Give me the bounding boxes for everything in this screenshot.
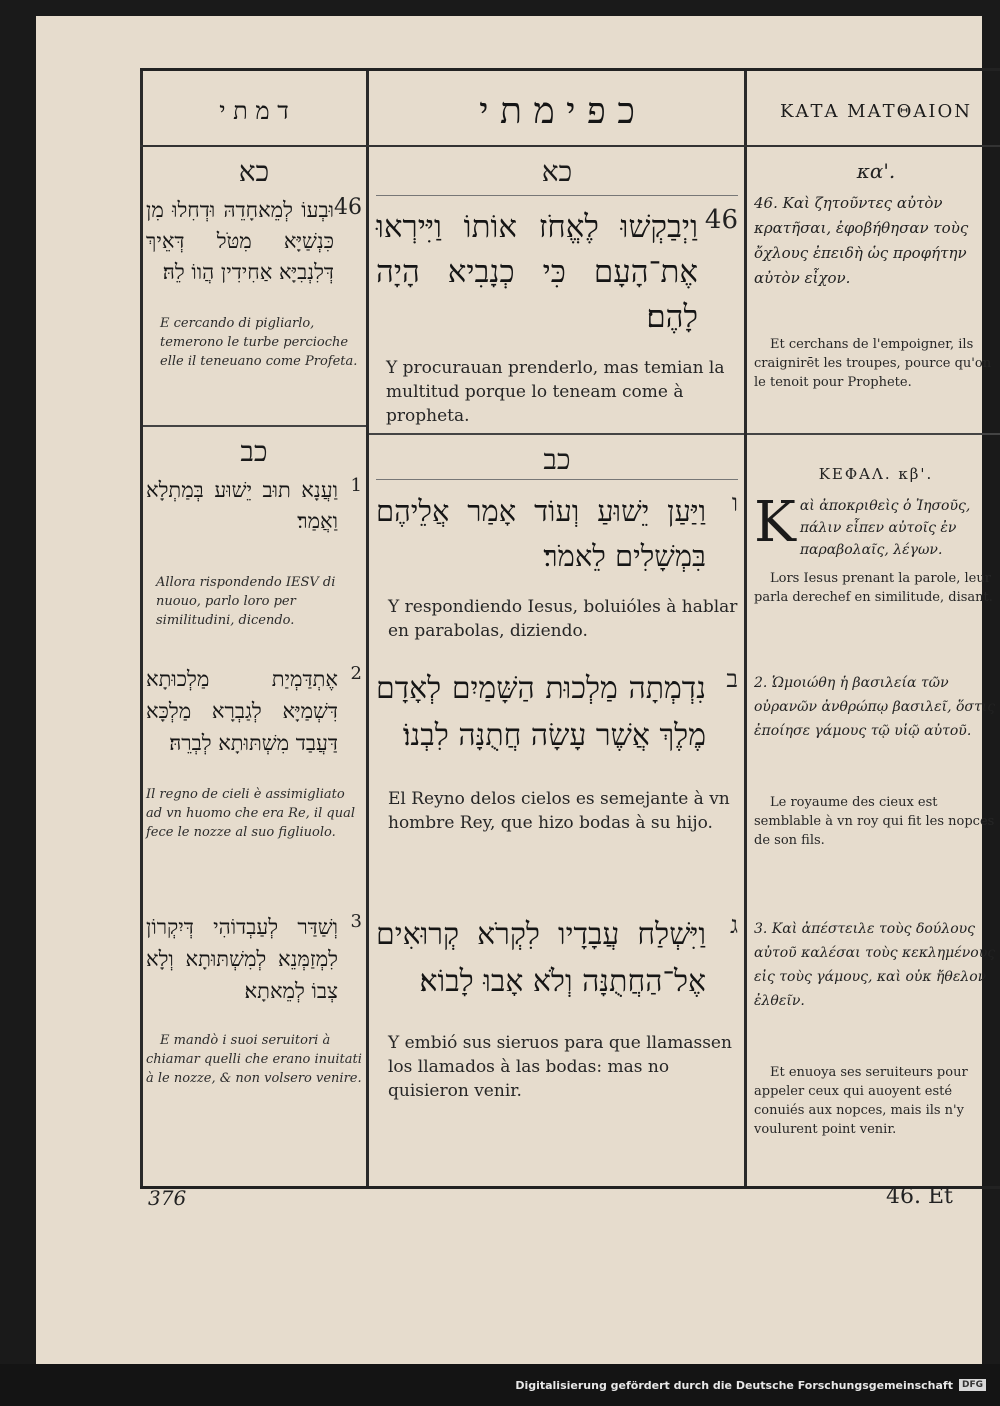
header-center: כ פ י מ ת י: [479, 91, 635, 132]
center-col-sec1: [376, 155, 738, 428]
column-rule-1: [366, 71, 369, 1186]
verse-spanish: Y respondiendo Iesus, boluióles à hablar en parabolas, diziendo.: [388, 597, 738, 641]
text-frame: [140, 68, 1000, 1189]
column-rule-left: [140, 71, 143, 1186]
verse-hebrew: וַיִּשְׁלַח עֲבָדָיו לִקְרֹא קְרוּאִים אֶל־הַחֲתֻנָּה וְלֹא אָבוּ לָבוֹא׃: [376, 917, 706, 999]
chapter-number: כב: [543, 443, 571, 476]
page-number: 376: [148, 1186, 187, 1210]
left-col-v2: [146, 663, 362, 842]
verse-number: 46: [704, 205, 738, 235]
chapter-number: כב: [240, 435, 268, 468]
verse-number: 2: [350, 663, 362, 684]
verse-hebrew: וַיְבַקְשׁוּ לֶאֱחֹז אוֹתוֹ וַיִּירְאוּ אֶת־הָעָם כִּי כְנָבִיא הָיָה לָהֶם׃: [376, 209, 698, 335]
footer-credit: Digitalisierung gefördert durch die Deutsche Forschungsgemeinschaft: [515, 1378, 953, 1392]
verse-number: 2.: [754, 675, 768, 691]
verse-hebrew-aramaic: וּבְעוֹ לְמֵאחָדֵהּ וּדְחִלוּ מִן כִּנְשַׁיָּא מִטֹּל דְּאֵיךְ דְּלִנְבִיָּא אַחִידִין הֲווֹ לֵהּ׃: [146, 198, 334, 284]
verse-number: 1: [350, 475, 362, 496]
chapter-number: κα'.: [856, 159, 896, 183]
verse-greek: Καὶ ζητοῦντες αὐτὸν κρατῆσαι, ἐφοβήθησαν τοὺς ὄχλους ἐπειδὴ ὡς προφήτην αὐτὸν εἶχον.: [754, 194, 969, 287]
verse-hebrew-aramaic: אֶתְדַּמְיַת מַלְכוּתָא דִּשְׁמַיָּא לְגַבְרָא מַלְכָּא דַּעֲבַד מִשְׁתּוּתָא לְבְרֵהּ׃: [146, 667, 338, 755]
verse-greek: αὶ ἀποκριθεὶς ὁ Ἰησοῦς, πάλιν εἶπεν αὐτοῖς ἐν παραβολαῖς, λέγων.: [799, 498, 971, 558]
catchword: 46. Et: [886, 1184, 953, 1209]
center-col-v3: [376, 911, 738, 1103]
header-right: ΚΑΤΑ ΜΑΤΘΑΙΟΝ: [780, 100, 972, 122]
verse-number: ב: [726, 665, 738, 693]
verse-number: 46: [334, 195, 362, 220]
right-col-v3: [754, 917, 998, 1139]
footer-bar: [0, 1364, 1000, 1406]
verse-french: Le royaume des cieux est semblable à vn roy qui fit les nopces de son fils.: [754, 795, 995, 848]
center-col-v2: [376, 665, 738, 835]
verse-hebrew: וַיַּעַן יֵשׁוּעַ וְעוֹד אָמַר אֲלֵיהֶם בִּמְשָׁלִים לֵאמֹר׃: [376, 494, 706, 573]
book-page: [36, 16, 996, 1364]
verse-greek: Καὶ ἀπέστειλε τοὺς δούλους αὐτοῦ καλέσαι τοὺς κεκλημένους εἰς τοὺς γάμους, καὶ οὐκ ἤθελον ἐλθεῖν.: [754, 921, 996, 1009]
verse-number: 3.: [754, 921, 768, 937]
verse-number: 46.: [754, 194, 778, 212]
chapter-number: כא: [541, 155, 573, 188]
header-left: ד מ ת י: [219, 96, 289, 125]
section-rule-center: [369, 433, 744, 435]
chapter-heading-greek: ΚΕΦΑΛ. κβ'.: [818, 465, 934, 483]
rule: [376, 479, 738, 480]
verse-number: ג: [730, 911, 738, 939]
right-col-v1: [754, 490, 998, 607]
section-rule-left: [143, 425, 366, 427]
right-col-v2: [754, 671, 998, 850]
left-col-v1: [146, 475, 362, 630]
chapter-number: כא: [238, 155, 270, 188]
verse-spanish: El Reyno delos cielos es semejante à vn hombre Rey, que hizo bodas à su hijo.: [388, 789, 730, 833]
right-col-sec1: [754, 155, 998, 392]
column-rule-2: [744, 71, 747, 1186]
section-rule-right: [747, 433, 1000, 435]
verse-spanish: Y procurauan prenderlo, mas temian la multitud porque lo teneam come à propheta.: [386, 358, 725, 426]
verse-italian: Allora rispondendo IESV di nuouo, parlo loro per similitudini, dicendo.: [156, 575, 336, 628]
dfg-logo-badge: DFG: [959, 1379, 986, 1391]
verse-hebrew-aramaic: וְשַׁדַּר לְעַבְדוֹהִי דְּיִקְרוֹן לִמְזַמְּנֵא לְמִשְׁתּוּתָא וְלָא צְבוֹ לְמֵאתָא׃: [146, 915, 338, 1003]
left-col-v3: [146, 911, 362, 1088]
left-col-sec1: [146, 155, 362, 371]
verse-greek: Ὡμοιώθη ἡ βασιλεία τῶν οὐρανῶν ἀνθρώπῳ βασιλεῖ, ὅστις ἐποίησε γάμους τῷ υἱῷ αὐτοῦ.: [754, 675, 996, 739]
drop-cap: K: [754, 490, 796, 555]
verse-french: Et cerchans de l'empoigner, ils craignirēt les troupes, pource qu'on le tenoit pour Prophete.: [754, 337, 992, 390]
rule: [376, 195, 738, 196]
verse-italian: E cercando di pigliarlo, temerono le turbe percioche elle il teneuano come Profeta.: [160, 316, 358, 369]
center-col-v1: [376, 489, 738, 643]
verse-french: Lors Iesus prenant la parole, leur parla derechef en similitude, disant.: [754, 571, 993, 605]
verse-italian: Il regno de cieli è assimigliato ad vn huomo che era Re, il qual fece le nozze al suo figliuolo.: [146, 787, 355, 840]
verse-italian: E mandò i suoi seruitori à chiamar quelli che erano inuitati à le nozze, & non volsero venire.: [146, 1033, 362, 1086]
verse-hebrew: נִדְמְתָה מַלְכוּת הַשָּׁמַיִם לְאָדָם מֶלֶךְ אֲשֶׁר עָשָׂה חֲתֻנָּה לִבְנוֹ׃: [376, 671, 706, 753]
verse-french: Et enuoya ses seruiteurs pour appeler ceux qui auoyent esté conuiés aux nopces, mais ils n'y voulurent point venir.: [754, 1065, 968, 1137]
verse-spanish: Y embió sus sieruos para que llamassen los llamados à las bodas: mas no quisieron venir.: [388, 1033, 732, 1101]
verse-number: ו: [731, 489, 738, 517]
verse-number: 3: [350, 911, 362, 932]
verse-hebrew-aramaic: וַעֲנָא תוּב יֵשׁוּע בְּמַתְלָא וַאֲמַר׃: [146, 478, 338, 533]
header-rule: [140, 145, 1000, 147]
